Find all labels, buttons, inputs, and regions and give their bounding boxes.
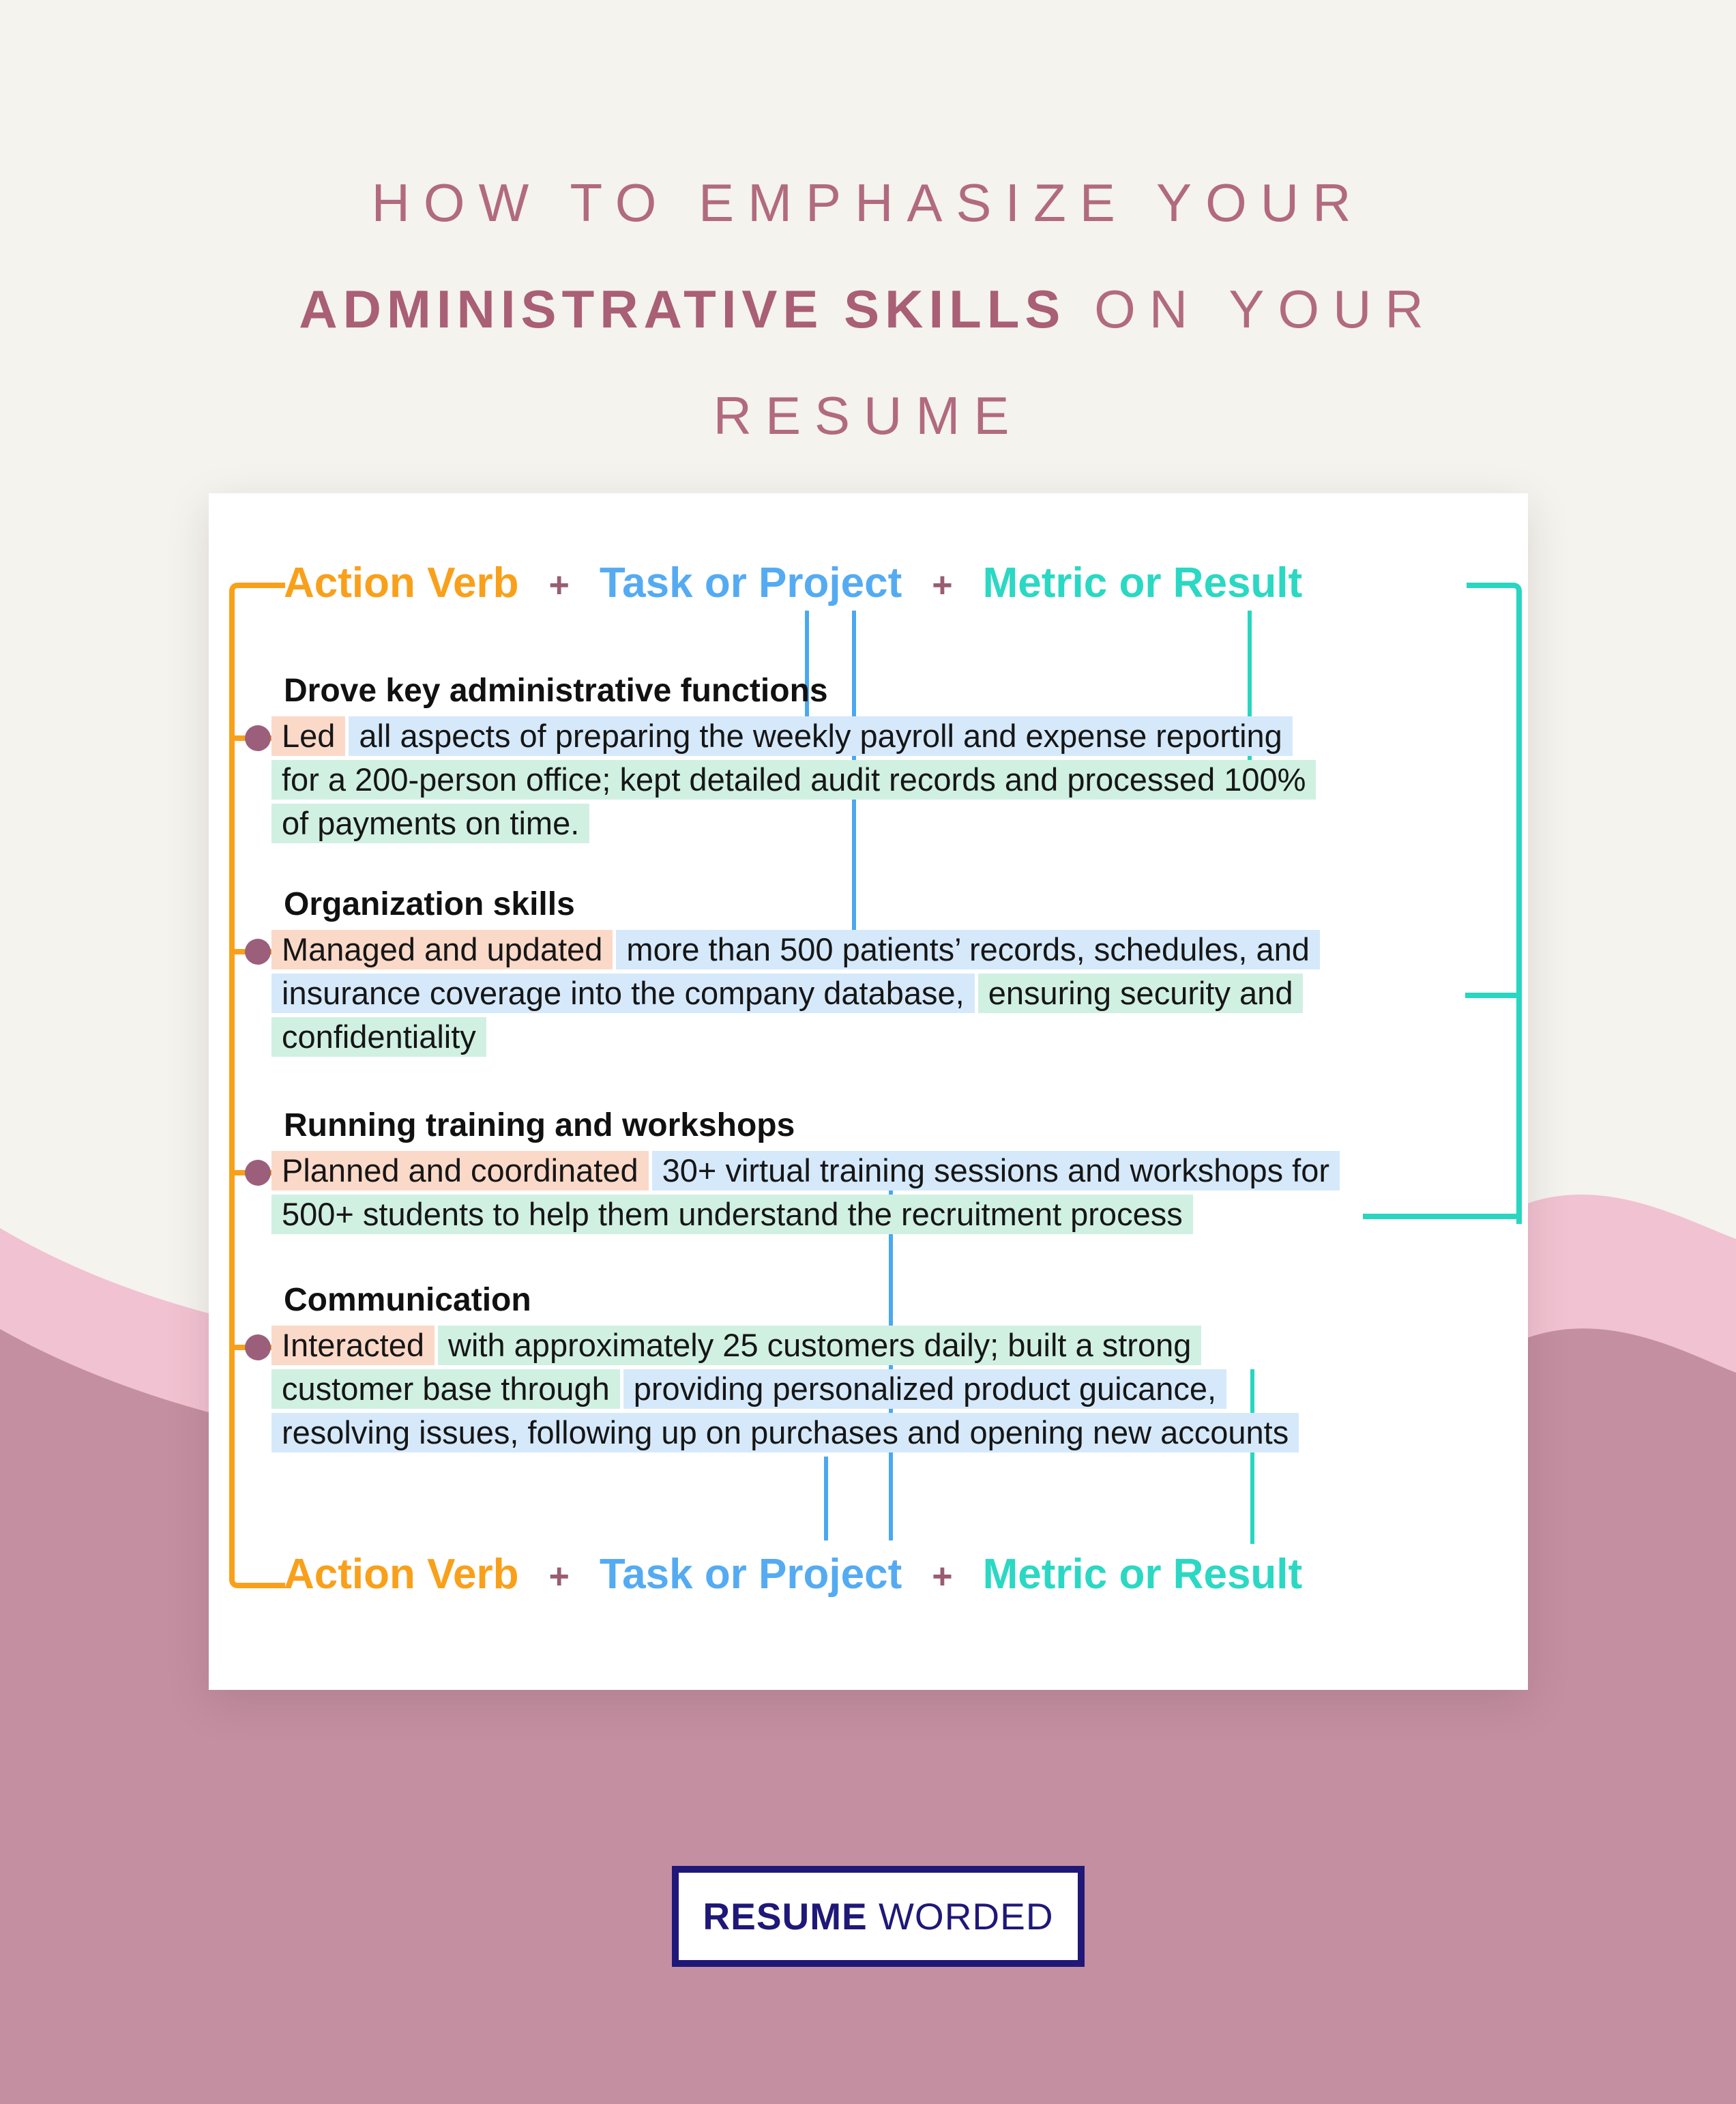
task-highlight: providing personalized product guicance, (623, 1369, 1226, 1409)
page-title-emphasis: ADMINISTRATIVE SKILLS (299, 279, 1066, 339)
bullet-line (271, 804, 1319, 847)
plus-sign: + (548, 566, 570, 605)
logo-text-bold: RESUME (703, 1895, 868, 1938)
metric-highlight: confidentiality (271, 1017, 486, 1057)
metric-highlight: with approximately 25 customers daily; built a strong (438, 1326, 1201, 1365)
page-title-line-2 (0, 278, 1736, 340)
bullet-line (271, 716, 1319, 760)
resume-section-administrative-functions (271, 672, 1319, 847)
formula-task-label: Task or Project (599, 559, 902, 607)
task-highlight: more than 500 patients’ records, schedules, and (616, 930, 1320, 969)
bullet-line (271, 1195, 1343, 1238)
metric-highlight: of payments on time. (271, 804, 589, 843)
resume-example-card (209, 493, 1528, 1690)
action-verb-highlight: Led (271, 716, 345, 756)
bullet-dot (245, 1160, 271, 1186)
bullet-dot (245, 1334, 271, 1360)
resume-section-organization-skills (271, 886, 1323, 1061)
page-title-line-3: RESUME (713, 385, 1023, 445)
bullet-dot (245, 725, 271, 751)
section-heading: Communication (284, 1282, 531, 1318)
metric-highlight: ensuring security and (978, 974, 1304, 1013)
formula-metric-label: Metric or Result (982, 1551, 1303, 1598)
action-verb-highlight: Planned and coordinated (271, 1151, 649, 1190)
bullet-line (271, 974, 1323, 1017)
task-highlight: resolving issues, following up on purchases and opening new accounts (271, 1413, 1299, 1452)
bullet-line (271, 1017, 1323, 1061)
resume-worded-logo (672, 1866, 1085, 1967)
formula-row-top (284, 559, 1302, 607)
task-connector-line (824, 1457, 828, 1540)
formula-row-bottom (284, 1550, 1302, 1598)
task-highlight: 30+ virtual training sessions and workshops for (652, 1151, 1340, 1190)
metric-highlight: 500+ students to help them understand the recruitment process (271, 1195, 1193, 1234)
plus-sign: + (548, 1557, 570, 1596)
task-highlight: insurance coverage into the company database, (271, 974, 975, 1013)
formula-action-verb-label: Action Verb (284, 1551, 519, 1598)
action-verb-highlight: Interacted (271, 1326, 435, 1365)
resume-section-training-workshops (271, 1107, 1343, 1238)
section-heading: Drove key administrative functions (284, 673, 828, 709)
bullet-line (271, 930, 1323, 974)
bullet-line (271, 1151, 1343, 1195)
plus-sign: + (932, 566, 953, 605)
plus-sign: + (932, 1557, 953, 1596)
formula-task-label: Task or Project (599, 1551, 902, 1598)
formula-action-verb-label: Action Verb (284, 559, 519, 607)
metric-highlight: for a 200-person office; kept detailed audit records and processed 100% (271, 760, 1316, 800)
metric-connector-stub (1465, 993, 1516, 998)
bullet-line (271, 1326, 1302, 1369)
resume-section-communication (271, 1281, 1302, 1457)
metric-connector-stub (1363, 1214, 1516, 1219)
formula-metric-label: Metric or Result (982, 559, 1303, 607)
action-verb-highlight: Managed and updated (271, 930, 613, 969)
bullet-line (271, 1369, 1302, 1413)
bullet-dot (245, 939, 271, 965)
logo-text-rest: WORDED (867, 1895, 1054, 1938)
page-title-line-1: HOW TO EMPHASIZE YOUR (371, 173, 1365, 233)
metric-result-bracket (1467, 583, 1522, 1224)
task-highlight: all aspects of preparing the weekly payroll and expense reporting (349, 716, 1292, 756)
section-heading: Running training and workshops (284, 1107, 795, 1143)
section-heading: Organization skills (284, 886, 575, 922)
page-title-line-2-rest: ON YOUR (1094, 279, 1437, 339)
bullet-line (271, 760, 1319, 804)
bullet-line (271, 1413, 1302, 1457)
metric-highlight: customer base through (271, 1369, 620, 1409)
